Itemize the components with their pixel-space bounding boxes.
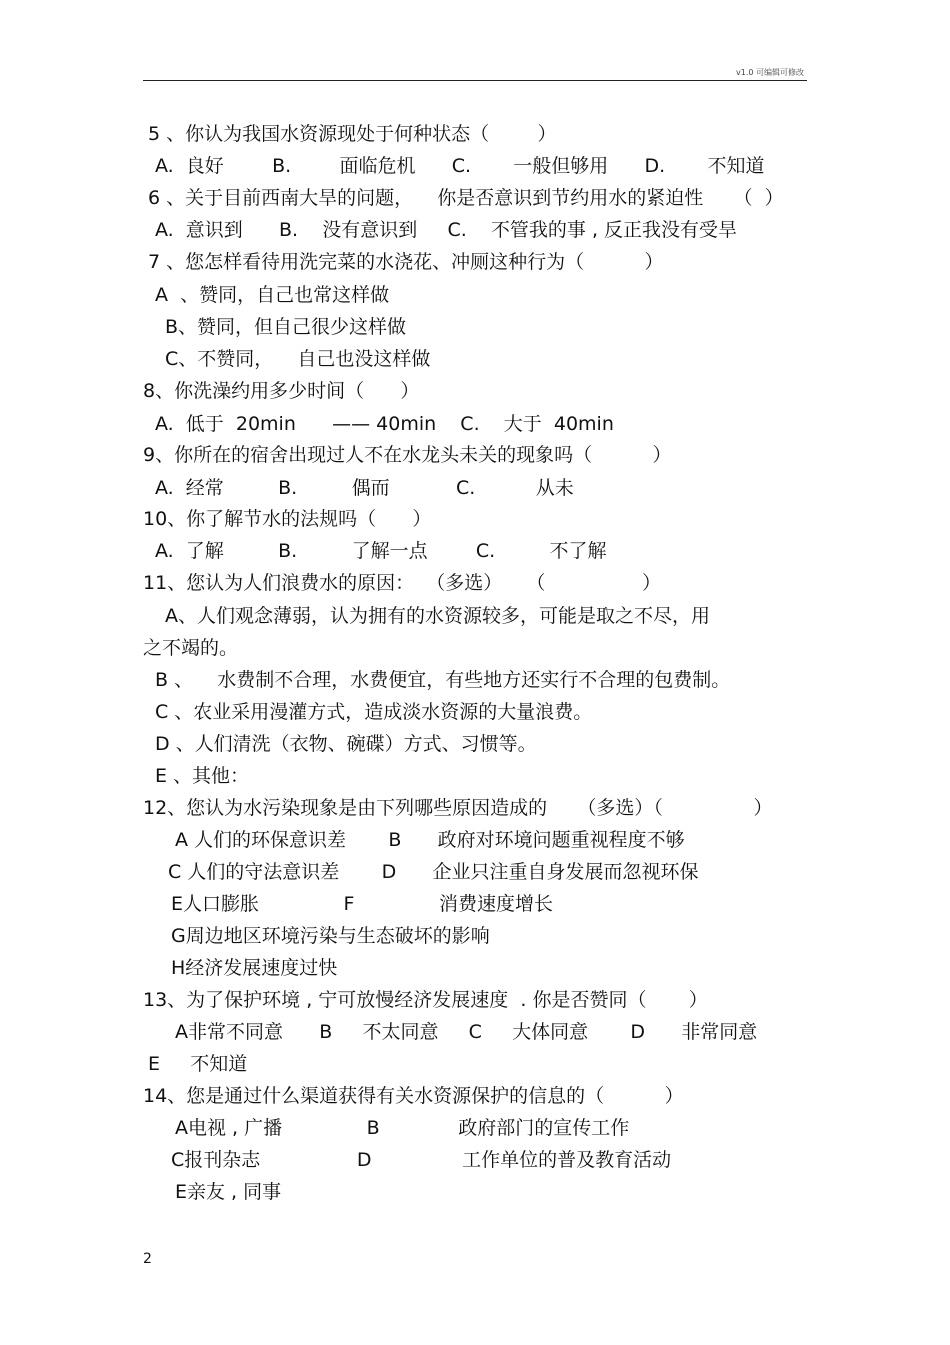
text-line: A. 意识到 B. 没有意识到 C. 不管我的事 , 反正我没有受旱: [155, 219, 738, 241]
text-line: 之不竭的。: [143, 637, 239, 659]
text-line: C 、农业采用漫灌方式，造成淡水资源的大量浪费。: [155, 701, 593, 723]
text-line: B 、 水费制不合理，水费便宜，有些地方还实行不合理的包费制。: [155, 669, 731, 691]
text-line: 5 、你认为我国水资源现处于何种状态（ ）: [148, 123, 557, 145]
text-line: A、人们观念薄弱，认为拥有的水资源较多，可能是取之不尽，用: [165, 605, 710, 627]
page-number: 2: [143, 1251, 152, 1267]
text-line: 7 、您怎样看待用洗完菜的水浇花、冲厕这种行为（ ）: [148, 251, 664, 273]
text-line: E 不知道: [148, 1053, 248, 1075]
text-line: A电视 , 广播 B 政府部门的宣传工作: [175, 1117, 630, 1139]
text-line: D 、人们清洗（衣物、碗碟）方式、习惯等。: [155, 733, 537, 755]
text-line: A 人们的环保意识差 B 政府对环境问题重视程度不够: [175, 829, 685, 851]
text-line: A. 低于 20min —— 40min C. 大于 40min: [155, 413, 614, 435]
text-line: A非常不同意 B 不太同意 C 大体同意 D 非常同意: [175, 1021, 758, 1043]
header-rule: [143, 80, 807, 81]
text-line: 13、为了保护环境 , 宁可放慢经济发展速度 . 你是否赞同（ ）: [143, 989, 708, 1011]
text-line: E亲友 , 同事: [175, 1181, 282, 1203]
text-line: C、不赞同， 自己也没这样做: [165, 348, 431, 370]
text-line: 12、您认为水污染现象是由下列哪些原因造成的 （多选）（ ）: [143, 797, 773, 819]
text-line: E人口膨胀 F 消费速度增长: [171, 893, 554, 915]
text-line: E 、其他：: [155, 765, 250, 787]
text-line: 10、你了解节水的法规吗（ ）: [143, 508, 432, 530]
text-line: 6 、关于目前西南大旱的问题， 你是否意识到节约用水的紧迫性 （ ）: [148, 187, 784, 209]
text-line: C报刊杂志 D 工作单位的普及教育活动: [171, 1149, 672, 1171]
text-line: A. 了解 B. 了解一点 C. 不了解: [155, 540, 607, 562]
text-line: 8、你洗澡约用多少时间（ ）: [143, 380, 420, 402]
text-line: H经济发展速度过快: [171, 957, 338, 979]
text-line: 9、你所在的宿舍出现过人不在水龙头未关的现象吗（ ）: [143, 444, 672, 466]
text-line: A. 经常 B. 偶而 C. 从未: [155, 477, 574, 499]
text-line: C 人们的守法意识差 D 企业只注重自身发展而忽视环保: [168, 861, 699, 883]
text-line: B、赞同，但自己很少这样做: [165, 316, 407, 338]
text-line: 14、您是通过什么渠道获得有关水资源保护的信息的（ ）: [143, 1085, 684, 1107]
text-line: G周边地区环境污染与生态破坏的影响: [171, 925, 490, 947]
text-line: A 、赞同，自己也常这样做: [155, 284, 390, 306]
text-line: A. 良好 B. 面临危机 C. 一般但够用 D. 不知道: [155, 155, 765, 177]
header-text: v1.0 可编辑可修改: [736, 68, 804, 77]
text-line: 11、您认为人们浪费水的原因： （多选） （ ）: [143, 572, 662, 594]
